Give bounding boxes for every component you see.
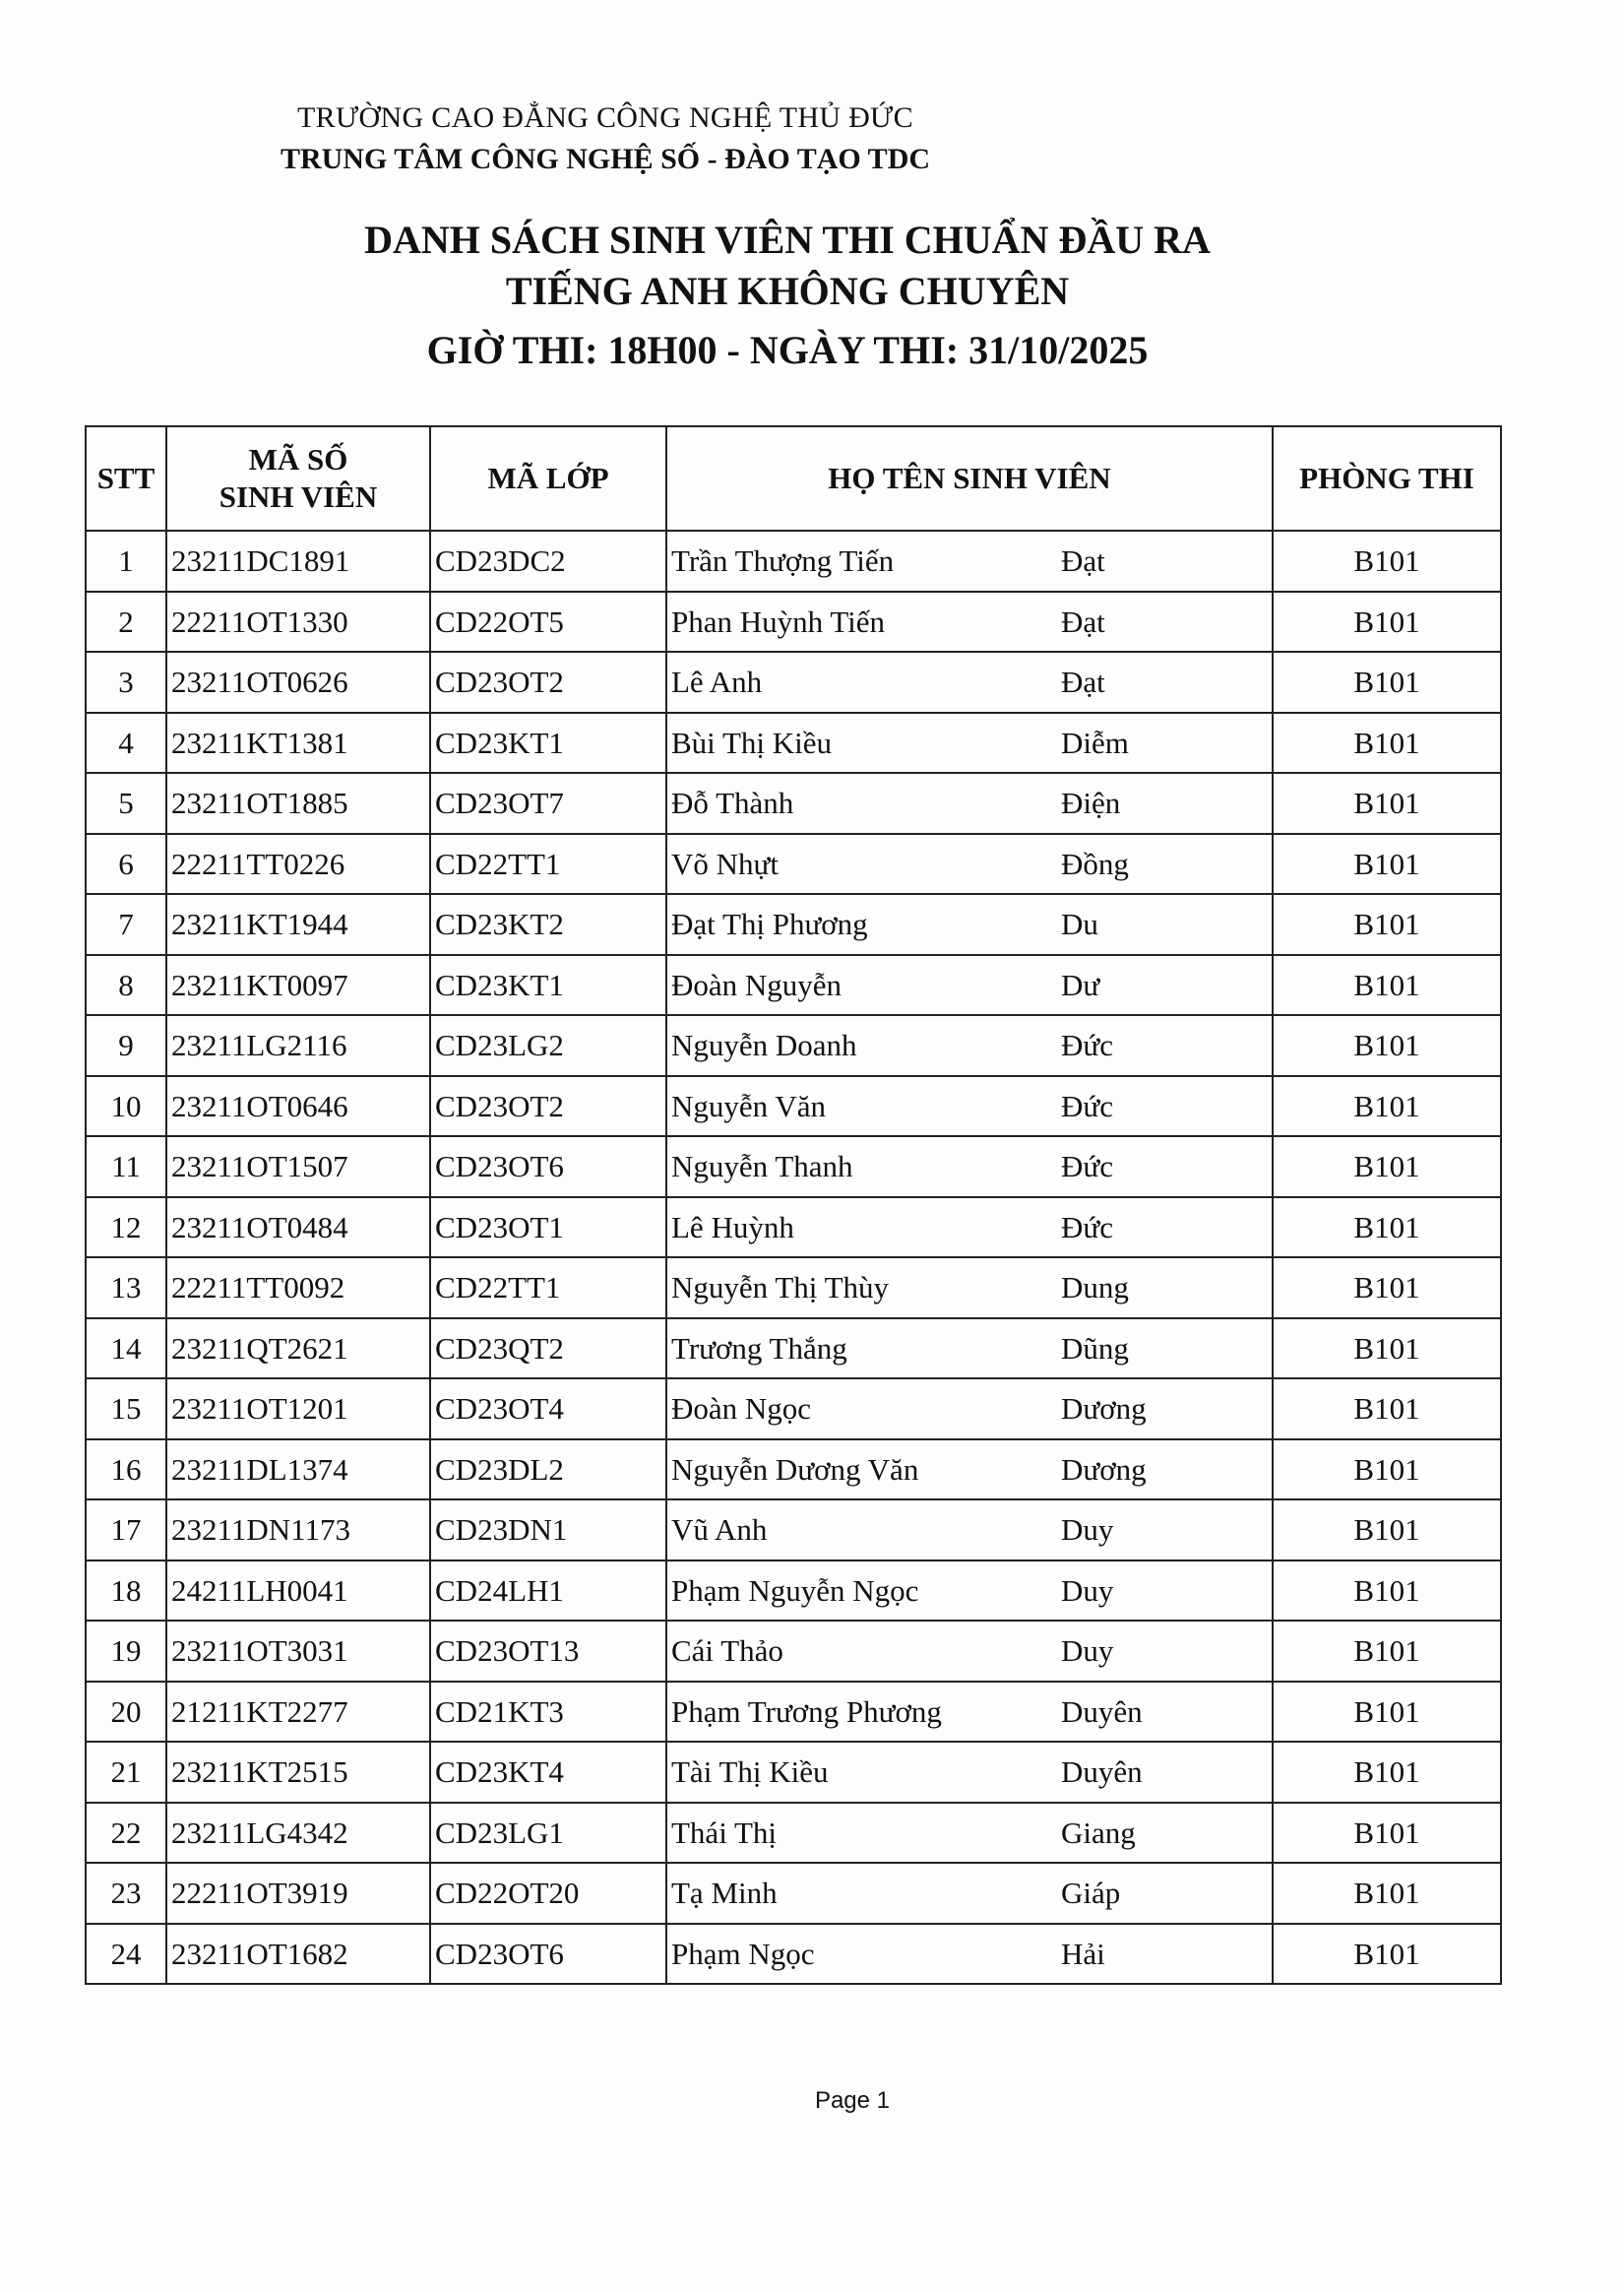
row-class: CD24LH1: [430, 1560, 666, 1622]
row-class: CD23QT2: [430, 1318, 666, 1379]
row-room: B101: [1273, 955, 1501, 1016]
table-row: [86, 1742, 1501, 1803]
row-last-name: Nguyễn Thanh: [671, 1149, 853, 1184]
row-stt: 6: [86, 834, 166, 895]
row-room: B101: [1273, 1439, 1501, 1500]
header-stt: STT: [86, 426, 166, 531]
row-class: CD23DN1: [430, 1499, 666, 1560]
table-row: [86, 1863, 1501, 1924]
row-stt: 11: [86, 1136, 166, 1197]
row-stt: 18: [86, 1560, 166, 1622]
row-student-id: 23211KT1381: [166, 713, 430, 774]
row-stt: 16: [86, 1439, 166, 1500]
row-stt: 24: [86, 1924, 166, 1985]
row-first-name: Hải: [1061, 1936, 1105, 1971]
row-student-id: 24211LH0041: [166, 1560, 430, 1622]
row-stt: 20: [86, 1682, 166, 1743]
row-room: B101: [1273, 531, 1501, 592]
row-room: B101: [1273, 1499, 1501, 1560]
header-student-id-line-2: SINH VIÊN: [219, 479, 378, 514]
student-list-table: [85, 425, 1502, 1985]
row-room: B101: [1273, 1318, 1501, 1379]
row-stt: 21: [86, 1742, 166, 1803]
header-room: PHÒNG THI: [1273, 426, 1501, 531]
row-last-name: Trương Thắng: [671, 1330, 847, 1366]
table-row: [86, 1499, 1501, 1560]
row-room: B101: [1273, 592, 1501, 653]
row-stt: 3: [86, 652, 166, 713]
row-class: CD23OT7: [430, 773, 666, 834]
row-stt: 9: [86, 1015, 166, 1076]
row-room: B101: [1273, 773, 1501, 834]
row-last-name: Võ Nhựt: [671, 846, 779, 881]
row-class: CD21KT3: [430, 1682, 666, 1743]
table-row: [86, 894, 1501, 955]
row-student-id: 23211OT0484: [166, 1197, 430, 1258]
table-row: [86, 834, 1501, 895]
row-last-name: Cái Thảo: [671, 1633, 783, 1669]
row-stt: 8: [86, 955, 166, 1016]
row-stt: 23: [86, 1863, 166, 1924]
row-room: B101: [1273, 894, 1501, 955]
row-first-name: Giang: [1061, 1814, 1136, 1850]
table-header-row: [86, 426, 1501, 531]
row-stt: 17: [86, 1499, 166, 1560]
row-full-name: [666, 713, 1273, 774]
row-class: CD22TT1: [430, 1257, 666, 1318]
row-student-id: 23211KT2515: [166, 1742, 430, 1803]
row-room: B101: [1273, 1076, 1501, 1137]
row-class: CD22OT20: [430, 1863, 666, 1924]
row-first-name: Duy: [1061, 1572, 1114, 1608]
row-last-name: Bùi Thị Kiều: [671, 725, 833, 760]
row-full-name: [666, 1439, 1273, 1500]
row-student-id: 22211OT3919: [166, 1863, 430, 1924]
row-full-name: [666, 1076, 1273, 1137]
table-row: [86, 531, 1501, 592]
row-first-name: Duy: [1061, 1512, 1114, 1547]
row-class: CD23OT6: [430, 1924, 666, 1985]
page-number: Page 1: [814, 2087, 891, 2114]
row-full-name: [666, 1560, 1273, 1622]
row-last-name: Phạm Ngọc: [671, 1936, 815, 1971]
row-first-name: Đức: [1061, 1149, 1113, 1183]
row-room: B101: [1273, 1378, 1501, 1439]
row-first-name: Đức: [1061, 1028, 1113, 1062]
row-stt: 14: [86, 1318, 166, 1379]
header-name: HỌ TÊN SINH VIÊN: [666, 426, 1273, 531]
row-last-name: Phạm Nguyễn Ngọc: [671, 1572, 919, 1608]
row-first-name: Dương: [1061, 1451, 1147, 1487]
document-header: [0, 96, 1211, 179]
row-last-name: Đỗ Thành: [671, 786, 794, 821]
table-row: [86, 1318, 1501, 1379]
row-first-name: Đạt: [1061, 543, 1105, 578]
row-last-name: Đạt Thị Phương: [671, 907, 868, 942]
row-class: CD23OT4: [430, 1378, 666, 1439]
row-student-id: 23211OT1201: [166, 1378, 430, 1439]
row-last-name: Nguyễn Thị Thùy: [671, 1270, 890, 1305]
row-last-name: Vũ Anh: [671, 1512, 768, 1548]
table-row: [86, 713, 1501, 774]
row-room: B101: [1273, 1136, 1501, 1197]
row-class: CD23LG2: [430, 1015, 666, 1076]
school-name: TRƯỜNG CAO ĐẲNG CÔNG NGHỆ THỦ ĐỨC: [297, 101, 913, 134]
row-full-name: [666, 1015, 1273, 1076]
row-last-name: Phan Huỳnh Tiến: [671, 604, 886, 639]
row-room: B101: [1273, 1863, 1501, 1924]
row-full-name: [666, 1378, 1273, 1439]
row-full-name: [666, 531, 1273, 592]
row-last-name: Phạm Trương Phương: [671, 1693, 942, 1729]
row-first-name: Du: [1061, 907, 1098, 941]
row-last-name: Nguyễn Dương Văn: [671, 1451, 919, 1487]
document-title: [0, 215, 1575, 376]
row-stt: 12: [86, 1197, 166, 1258]
row-full-name: [666, 773, 1273, 834]
row-stt: 2: [86, 592, 166, 653]
row-stt: 10: [86, 1076, 166, 1137]
table-row: [86, 1378, 1501, 1439]
table-row: [86, 1560, 1501, 1622]
row-first-name: Đức: [1061, 1209, 1113, 1244]
row-student-id: 23211DN1173: [166, 1499, 430, 1560]
row-room: B101: [1273, 652, 1501, 713]
row-first-name: Giáp: [1061, 1876, 1121, 1910]
table-row: [86, 955, 1501, 1016]
row-full-name: [666, 1621, 1273, 1682]
row-class: CD23DC2: [430, 531, 666, 592]
table-row: [86, 1621, 1501, 1682]
row-class: CD23KT4: [430, 1742, 666, 1803]
row-room: B101: [1273, 1197, 1501, 1258]
row-class: CD23OT13: [430, 1621, 666, 1682]
row-last-name: Lê Anh: [671, 665, 763, 700]
row-full-name: [666, 1863, 1273, 1924]
row-last-name: Lê Huỳnh: [671, 1209, 794, 1244]
row-student-id: 22211TT0092: [166, 1257, 430, 1318]
row-room: B101: [1273, 1560, 1501, 1622]
row-stt: 22: [86, 1803, 166, 1864]
row-stt: 15: [86, 1378, 166, 1439]
row-first-name: Đạt: [1061, 665, 1105, 699]
row-room: B101: [1273, 1742, 1501, 1803]
row-student-id: 23211OT0646: [166, 1076, 430, 1137]
row-room: B101: [1273, 1257, 1501, 1318]
row-full-name: [666, 955, 1273, 1016]
table-row: [86, 1257, 1501, 1318]
row-student-id: 23211DC1891: [166, 531, 430, 592]
row-student-id: 23211OT1885: [166, 773, 430, 834]
exam-time-line: GIỜ THI: 18H00 - NGÀY THI: 31/10/2025: [426, 328, 1149, 372]
row-full-name: [666, 1318, 1273, 1379]
row-student-id: 21211KT2277: [166, 1682, 430, 1743]
table-row: [86, 652, 1501, 713]
row-room: B101: [1273, 1803, 1501, 1864]
row-full-name: [666, 1803, 1273, 1864]
row-student-id: 23211KT1944: [166, 894, 430, 955]
table-row: [86, 1197, 1501, 1258]
row-full-name: [666, 652, 1273, 713]
header-student-id: [166, 426, 430, 531]
row-first-name: Dung: [1061, 1270, 1129, 1305]
row-room: B101: [1273, 713, 1501, 774]
header-student-id-line-1: MÃ SỐ: [248, 442, 348, 477]
row-room: B101: [1273, 1924, 1501, 1985]
row-full-name: [666, 1924, 1273, 1985]
row-stt: 13: [86, 1257, 166, 1318]
row-full-name: [666, 1499, 1273, 1560]
row-first-name: Dư: [1061, 967, 1100, 1002]
row-stt: 4: [86, 713, 166, 774]
row-last-name: Đoàn Ngọc: [671, 1391, 812, 1427]
row-first-name: Dũng: [1061, 1330, 1129, 1366]
row-student-id: 23211LG4342: [166, 1803, 430, 1864]
header-class: MÃ LỚP: [430, 426, 666, 531]
row-first-name: Đức: [1061, 1088, 1113, 1123]
row-full-name: [666, 834, 1273, 895]
title-line-1: DANH SÁCH SINH VIÊN THI CHUẨN ĐẦU RA: [364, 218, 1211, 262]
row-full-name: [666, 894, 1273, 955]
row-last-name: Thái Thị: [671, 1814, 778, 1850]
row-first-name: Diễm: [1061, 725, 1129, 760]
row-stt: 5: [86, 773, 166, 834]
row-student-id: 23211KT0097: [166, 955, 430, 1016]
row-first-name: Điện: [1061, 786, 1121, 820]
row-class: CD23OT2: [430, 1076, 666, 1137]
table-row: [86, 1924, 1501, 1985]
row-last-name: Trần Thượng Tiến: [671, 543, 895, 579]
row-student-id: 23211OT0626: [166, 652, 430, 713]
row-last-name: Tài Thị Kiều: [671, 1754, 829, 1790]
table-row: [86, 1076, 1501, 1137]
row-class: CD22OT5: [430, 592, 666, 653]
table-row: [86, 1015, 1501, 1076]
row-class: CD23OT6: [430, 1136, 666, 1197]
row-first-name: Đạt: [1061, 604, 1105, 639]
row-class: CD23KT2: [430, 894, 666, 955]
row-first-name: Duyên: [1061, 1754, 1143, 1789]
row-room: B101: [1273, 1621, 1501, 1682]
row-last-name: Đoàn Nguyễn: [671, 967, 843, 1002]
row-first-name: Đồng: [1061, 846, 1129, 881]
table-row: [86, 1136, 1501, 1197]
row-student-id: 22211TT0226: [166, 834, 430, 895]
row-class: CD22TT1: [430, 834, 666, 895]
row-first-name: Duy: [1061, 1633, 1114, 1668]
row-student-id: 22211OT1330: [166, 592, 430, 653]
row-last-name: Nguyễn Văn: [671, 1088, 826, 1123]
row-room: B101: [1273, 1682, 1501, 1743]
row-stt: 1: [86, 531, 166, 592]
row-room: B101: [1273, 834, 1501, 895]
row-class: CD23KT1: [430, 713, 666, 774]
table-row: [86, 773, 1501, 834]
row-class: CD23KT1: [430, 955, 666, 1016]
table-row: [86, 1682, 1501, 1743]
row-full-name: [666, 1257, 1273, 1318]
table-row: [86, 1439, 1501, 1500]
row-full-name: [666, 1682, 1273, 1743]
row-class: CD23OT1: [430, 1197, 666, 1258]
table-row: [86, 1803, 1501, 1864]
row-student-id: 23211OT1682: [166, 1924, 430, 1985]
row-full-name: [666, 1197, 1273, 1258]
row-class: CD23DL2: [430, 1439, 666, 1500]
row-full-name: [666, 1136, 1273, 1197]
row-first-name: Duyên: [1061, 1693, 1143, 1729]
center-name: TRUNG TÂM CÔNG NGHỆ SỐ - ĐÀO TẠO TDC: [280, 143, 931, 175]
row-student-id: 23211OT3031: [166, 1621, 430, 1682]
row-student-id: 23211LG2116: [166, 1015, 430, 1076]
row-class: CD23LG1: [430, 1803, 666, 1864]
row-full-name: [666, 1742, 1273, 1803]
row-student-id: 23211DL1374: [166, 1439, 430, 1500]
row-last-name: Nguyễn Doanh: [671, 1028, 857, 1063]
row-student-id: 23211OT1507: [166, 1136, 430, 1197]
row-student-id: 23211QT2621: [166, 1318, 430, 1379]
row-class: CD23OT2: [430, 652, 666, 713]
title-line-2: TIẾNG ANH KHÔNG CHUYÊN: [505, 269, 1070, 313]
row-room: B101: [1273, 1015, 1501, 1076]
row-stt: 19: [86, 1621, 166, 1682]
row-stt: 7: [86, 894, 166, 955]
table-row: [86, 592, 1501, 653]
row-last-name: Tạ Minh: [671, 1876, 778, 1911]
row-full-name: [666, 592, 1273, 653]
row-first-name: Dương: [1061, 1391, 1147, 1426]
